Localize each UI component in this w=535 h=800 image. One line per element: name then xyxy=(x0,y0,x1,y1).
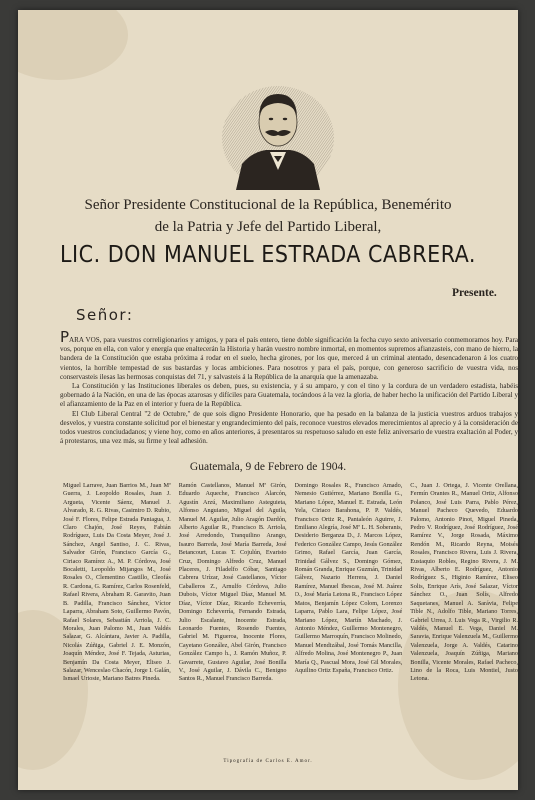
signatory-column: Ramón Castellanos, Manuel Mª Girón, Eduardo Aqueche, Francisco Alarcón, Agustín Arzú, Maximiliano Asteguieta, Alfonso Anguiano, Miguel del Aguila, Manuel M. Aguilar, Julio Aragón Dardón, Alberto Aguilar R., Francisco B. Arriola, José Arredondo, Tranquilino Arango, Isauro Barreda, José María Barreda, José Betancourt, Lucas T. Cojulún, Evaristo Cruz, Domingo Alfredo Cruz, Manuel Placeres, J. Filadelfo Cóbar, Santiago Cabrera Urízar, José Castellanos, Víctor Caballeros Z., Arnulfo Córdova, Julio Dubois, Víctor Miguel Díaz, Manuel M. Díaz, Víctor Díaz, Ricardo Echeverría, Domingo Echeverría, Fernando Estrada, Julio Escalante, Inocente Estrada, Leonardo Fuentes, Rosendo Fuentes, Gabriel M. Figueroa, Inocente Flores, Cayetano González, Abel Girón, Francisco González Campo h., J. Ramón Muñoz, P. Gavarrete, Gustavo Aguilar, José Bonilla V., José Aguilar, J. Dávila C., Benigno Santos R., Manuel Francisco Barreda. xyxy=(178,482,287,683)
printer-imprint: Tipografía de Carlos E. Amor. xyxy=(223,759,313,764)
drop-cap: P xyxy=(60,328,70,346)
salutation: Señor: xyxy=(76,306,134,324)
heading-line-2: de la Patria y Jefe del Partido Liberal, xyxy=(154,219,382,235)
letter-body xyxy=(60,328,518,446)
heading-line-1: Señor Presidente Constitucional de la República, Benemérito xyxy=(84,197,452,213)
signatories xyxy=(63,482,518,750)
presente-label: Presente. xyxy=(452,287,497,299)
date-line: Guatemala, 9 de Febrero de 1904. xyxy=(189,461,347,473)
signatory-column: Domingo Rosales R., Francisco Amado, Nemesio Gutiérrez, Mariano Bonilla G., Mariano López, Manuel E. Estrada, León Yela, Ciriaco Barahona, P. P. Valdés, Francisco Ortiz R., Pantaleón Aguirre, J. Emiliano Alegría, José Mª L. H. Soberanis, Desiderio Berganza D., J. Marcos López, Federico González Campo, Jesús González Grimo, Rafael García, Juan García, Trinidad Gálvez S., Domingo Gómez, Román Granda, Enrique Guzmán, Trinidad Gálvez, Nazario Herrera, J. Daniel Ramírez, Manuel Ibescas, José M. Juárez O., José María Letona R., Francisco López Matos, Benjamín López Colom, Lorenzo Laparra, Pablo Lara, Felipe López, José Mariano López, Martín Machado, J. Antonio Méndez, Guillermo Montenegro, Guillermo Marroquín, Francisco Molinedo, Manuel Mendizábal, José Tomás Mancilla, Alfredo Molina, José Montenegro P., Juan María Q., Pascual Mora, José Gil Morales, Aquilino Ortiz España, Francisco Ortiz. xyxy=(294,482,403,674)
portrait-engraving xyxy=(218,72,338,190)
recipient-name: LIC. DON MANUEL ESTRADA CABRERA. xyxy=(60,242,476,268)
paper-stain xyxy=(18,10,128,80)
signatory-column: Miguel Larrave, Juan Barrios M., Juan Mª Guerra, J. Leopoldo Rosales, Juan J. Argueta, Vicente Sáenz, Manuel J. Alvarado, R. G. Rivas, Casimiro D. Rubio, José F. Flores, Felipe Estrada Paniagua, J. Claro Chajón, José Reyes, Fabián Rodríguez, Luis Da Costa Meyer, José J. Sánchez, Angel Santiso, J. C. Rivas, Salvador Girón, Francisco García G., Ciriaco Ramírez A., M. P. Córdova, José Bocaletti, Leopoldo Mijangos M., José Rosales O., Clementino Castillo, Cleofás R. Cardona, G. Ramírez, Carlos Rosenfeld, Rafael Rivera, Abraham R. Garavito, Juan B. Padilla, Francisco Sánchez, Víctor Laparra, Abraham Soto, Guillermo Pavón, Rafael Solares, Sebastián Arriola, J. C. Morales, Juan Palomo M., Juan Valdés Salazar, G. Alcántara, Javier A. Padilla, Nicolás Zúñiga, Gabriel J. E. Monzón, Joaquín Méndez, José F. Tejada, Asturias, Benjamín Da Costa Meyer, Eliseo J. Salazar, Wenceslao Chacón, Jorge I. Galán, Ismael Urioste, Mariano Batres Pineda. xyxy=(63,482,171,683)
signatory-column: C., Juan J. Ortega, J. Vicente Orellana, Fermín Orantes R., Manuel Ortiz, Alfonso Polanco, José Luis Parra, Pablo Pérez, Manuel Pacheco Quevedo, Eduardo Palomo, Antonio Pinot, Miguel Pineda, Pedro V. Rodríguez, José Rodríguez, José Ramírez V., Jorge Rosada, Máximo Rendón M., Ricardo Reyna, Moisés Rosales, Francisco Rivera, Luis J. Rivera, Eustaquio Robles, Regino Rivera, J. M. Rivas, Alberto E. Rodríguez, Antonio Rodríguez S., Higinio Ramírez, Eliseo Solis, Enrique Arís, José Salazar, Víctor Sánchez O., Juan Solís, Alfredo Saquetanes, Manuel A. Sarávia, Felipe Tible N., Adolfo Tible, Mariano Torres, Gabriel Urrea, J. Luis Vega R., Virgilio R. Valdés, Manuel E. Vega, Daniel M. Saravia, Enrique Valenzuela M., Guillermo Valenzuela, Jorge A. Valdés, Catarino Valenzuela, Joaquín Zúñiga, Mariano Bonilla, Vicente Morales, Rafael Pacheco, Lino de la Roca, Luis Montiel, Justo Letona. xyxy=(410,482,518,683)
document-sheet xyxy=(18,10,518,790)
paragraph-3: El Club Liberal Central "2 de Octubre," de que sois digno Presidente Honorario, que ha pesado en la balanza de la justicia vuestros arduos trabajos y desvelos, y vuestra constante solicitud por el bienestar y engrandecimiento del país, reconoce vuestros elevados merecimientos al aprecio y á la consideración de todos vuestros conciudadanos; y viene hoy, como en años anteriores, á presentaros su respetuoso saludo en este feliz aniversario de vuestra exaltación al Poder, y á protestaros, una vez más, su firme y leal adhesión. xyxy=(60,409,518,446)
paragraph-2: La Constitución y las Instituciones liberales os deben, pues, su existencia, y á su amparo, y con el tino y la cordura de un verdadero estadista, habéis gobernado á la Nación, en una de las épocas azarosas y difíciles para Guatemala, tocándoos á la vez la gloria, de haber hecho la unificación del Partido Liberal y el afianzamiento de la Paz en el interior y fuera de la República. xyxy=(60,382,518,409)
paragraph-1-text: ARA VOS, para vuestros correligionarios y amigos, y para el país entero, tiene doble significación la fecha cuyo sexto aniversario conmemoramos hoy. Para vos, porque en ella, con valor y energía que enaltecerán la Historia y harán vuestro nombre inmortal, en momentos supremos afianzasteis, con mano de hierro, la bandera de la Constitución que estaba próxima á rodar en el suelo, hecha girones, por los que, merced á un criminal atentado, desencadenaron á los cuatro vientos, la horrible tempestad de sus bastardas y locas ambiciones. Para nosotros y para el país, porque, con generoso sacrificio de vuestra vida, nos conservasteis ilesas las hermosas conquistas del 71, y salvasteis á la República de la anarquía que la amenazaba. xyxy=(60,336,518,381)
paragraph-1 xyxy=(60,328,518,382)
